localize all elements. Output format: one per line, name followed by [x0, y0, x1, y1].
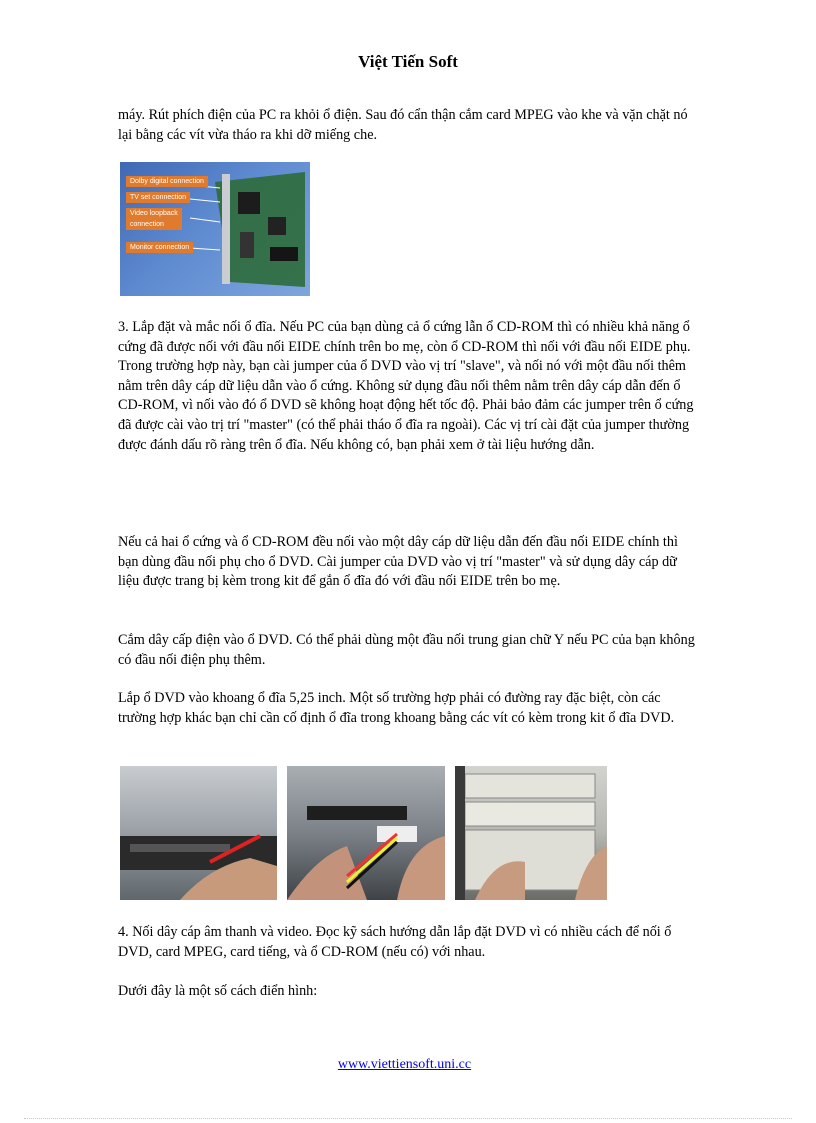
paragraph-step-4: 4. Nối dây cáp âm thanh và video. Đọc kỹ sách hướng dẫn lắp đặt DVD vì có nhiều cách để nối ổ DVD, card MPEG, card tiếng, và ổ CD-ROM (nếu có) với nhau.: [118, 924, 672, 960]
callout-video-loopback: Video loopback connection: [126, 208, 182, 230]
paragraph-power-cable: Cắm dây cấp điện vào ổ DVD. Có thể phải dùng một đầu nối trung gian chữ Y nếu PC của bạn không có đầu nối điện phụ thêm.: [118, 632, 695, 668]
callout-dolby: Dolby digital connection: [126, 176, 208, 187]
callout-monitor: Monitor connection: [126, 242, 193, 253]
callout-tv-set: TV set connection: [126, 192, 190, 203]
paragraph-both-drives: Nếu cả hai ổ cứng và ổ CD-ROM đều nối vào một dây cáp dữ liệu dẫn đến đầu nối EIDE chính thì bạn dùng đầu nối phụ cho ổ DVD. Cài jumper của DVD vào vị trí "master" và sử dụng dây cáp dữ liệu được trang bị kèm trong kit để gắn ổ đĩa đó với đầu nối EIDE trên bo mẹ.: [118, 534, 678, 590]
page-footer: [0, 1057, 816, 1073]
paragraph-install-card: máy. Rút phích điện của PC ra khỏi ổ điện. Sau đó cẩn thận cắm card MPEG vào khe và vặn chặt nó lại bằng các vít vừa tháo ra khi dỡ miếng che.: [118, 107, 688, 143]
mpeg-card-image: [120, 162, 310, 296]
footer-website-link[interactable]: www.viettiensoft.uni.cc: [337, 1057, 472, 1072]
paragraph-typical-methods: Dưới đây là một số cách điển hình:: [118, 983, 318, 999]
page-header-title: Việt Tiến Soft: [358, 52, 458, 71]
photo-power-connector: [287, 766, 445, 900]
photo-jumper-setting: [120, 766, 277, 900]
paragraph-step-3: 3. Lắp đặt và mắc nối ổ đĩa. Nếu PC của bạn dùng cả ổ cứng lẫn ổ CD-ROM thì có nhiều khả năng ổ cứng đã được nối với đầu nối EIDE chính trên bo mẹ, còn ổ CD-ROM thì nối với đầu nối EIDE phụ. Trong trường hợp này, bạn cài jumper của ổ DVD vào vị trí "slave", và nối nó với một đầu nối thêm nằm trên dây cáp dữ liệu dẫn vào ổ cứng. Không sử dụng đầu nối thêm nằm trên dây cáp dẫn đến ổ CD-ROM, vì nối vào đó ổ DVD sẽ không hoạt động hết tốc độ. Phải bảo đảm các jumper trên ổ cứng đã được cài vào trị trí "master" (có thể phải tháo ổ đĩa ra ngoài). Các vị trí cài đặt của jumper thường được đánh dấu rõ ràng trên ổ đĩa. Nếu không có, bạn phải xem ở tài liệu hướng dẫn.: [118, 319, 694, 453]
photo-drive-bay: [455, 766, 607, 900]
paragraph-mount-drive: Lắp ổ DVD vào khoang ổ đĩa 5,25 inch. Một số trường hợp phải có đường ray đặc biệt, còn các trường hợp khác bạn chỉ cần cố định ổ đĩa trong khoang bằng các vít có kèm trong kit ổ đĩa DVD.: [118, 690, 675, 726]
page-bottom-divider: [24, 1118, 792, 1119]
